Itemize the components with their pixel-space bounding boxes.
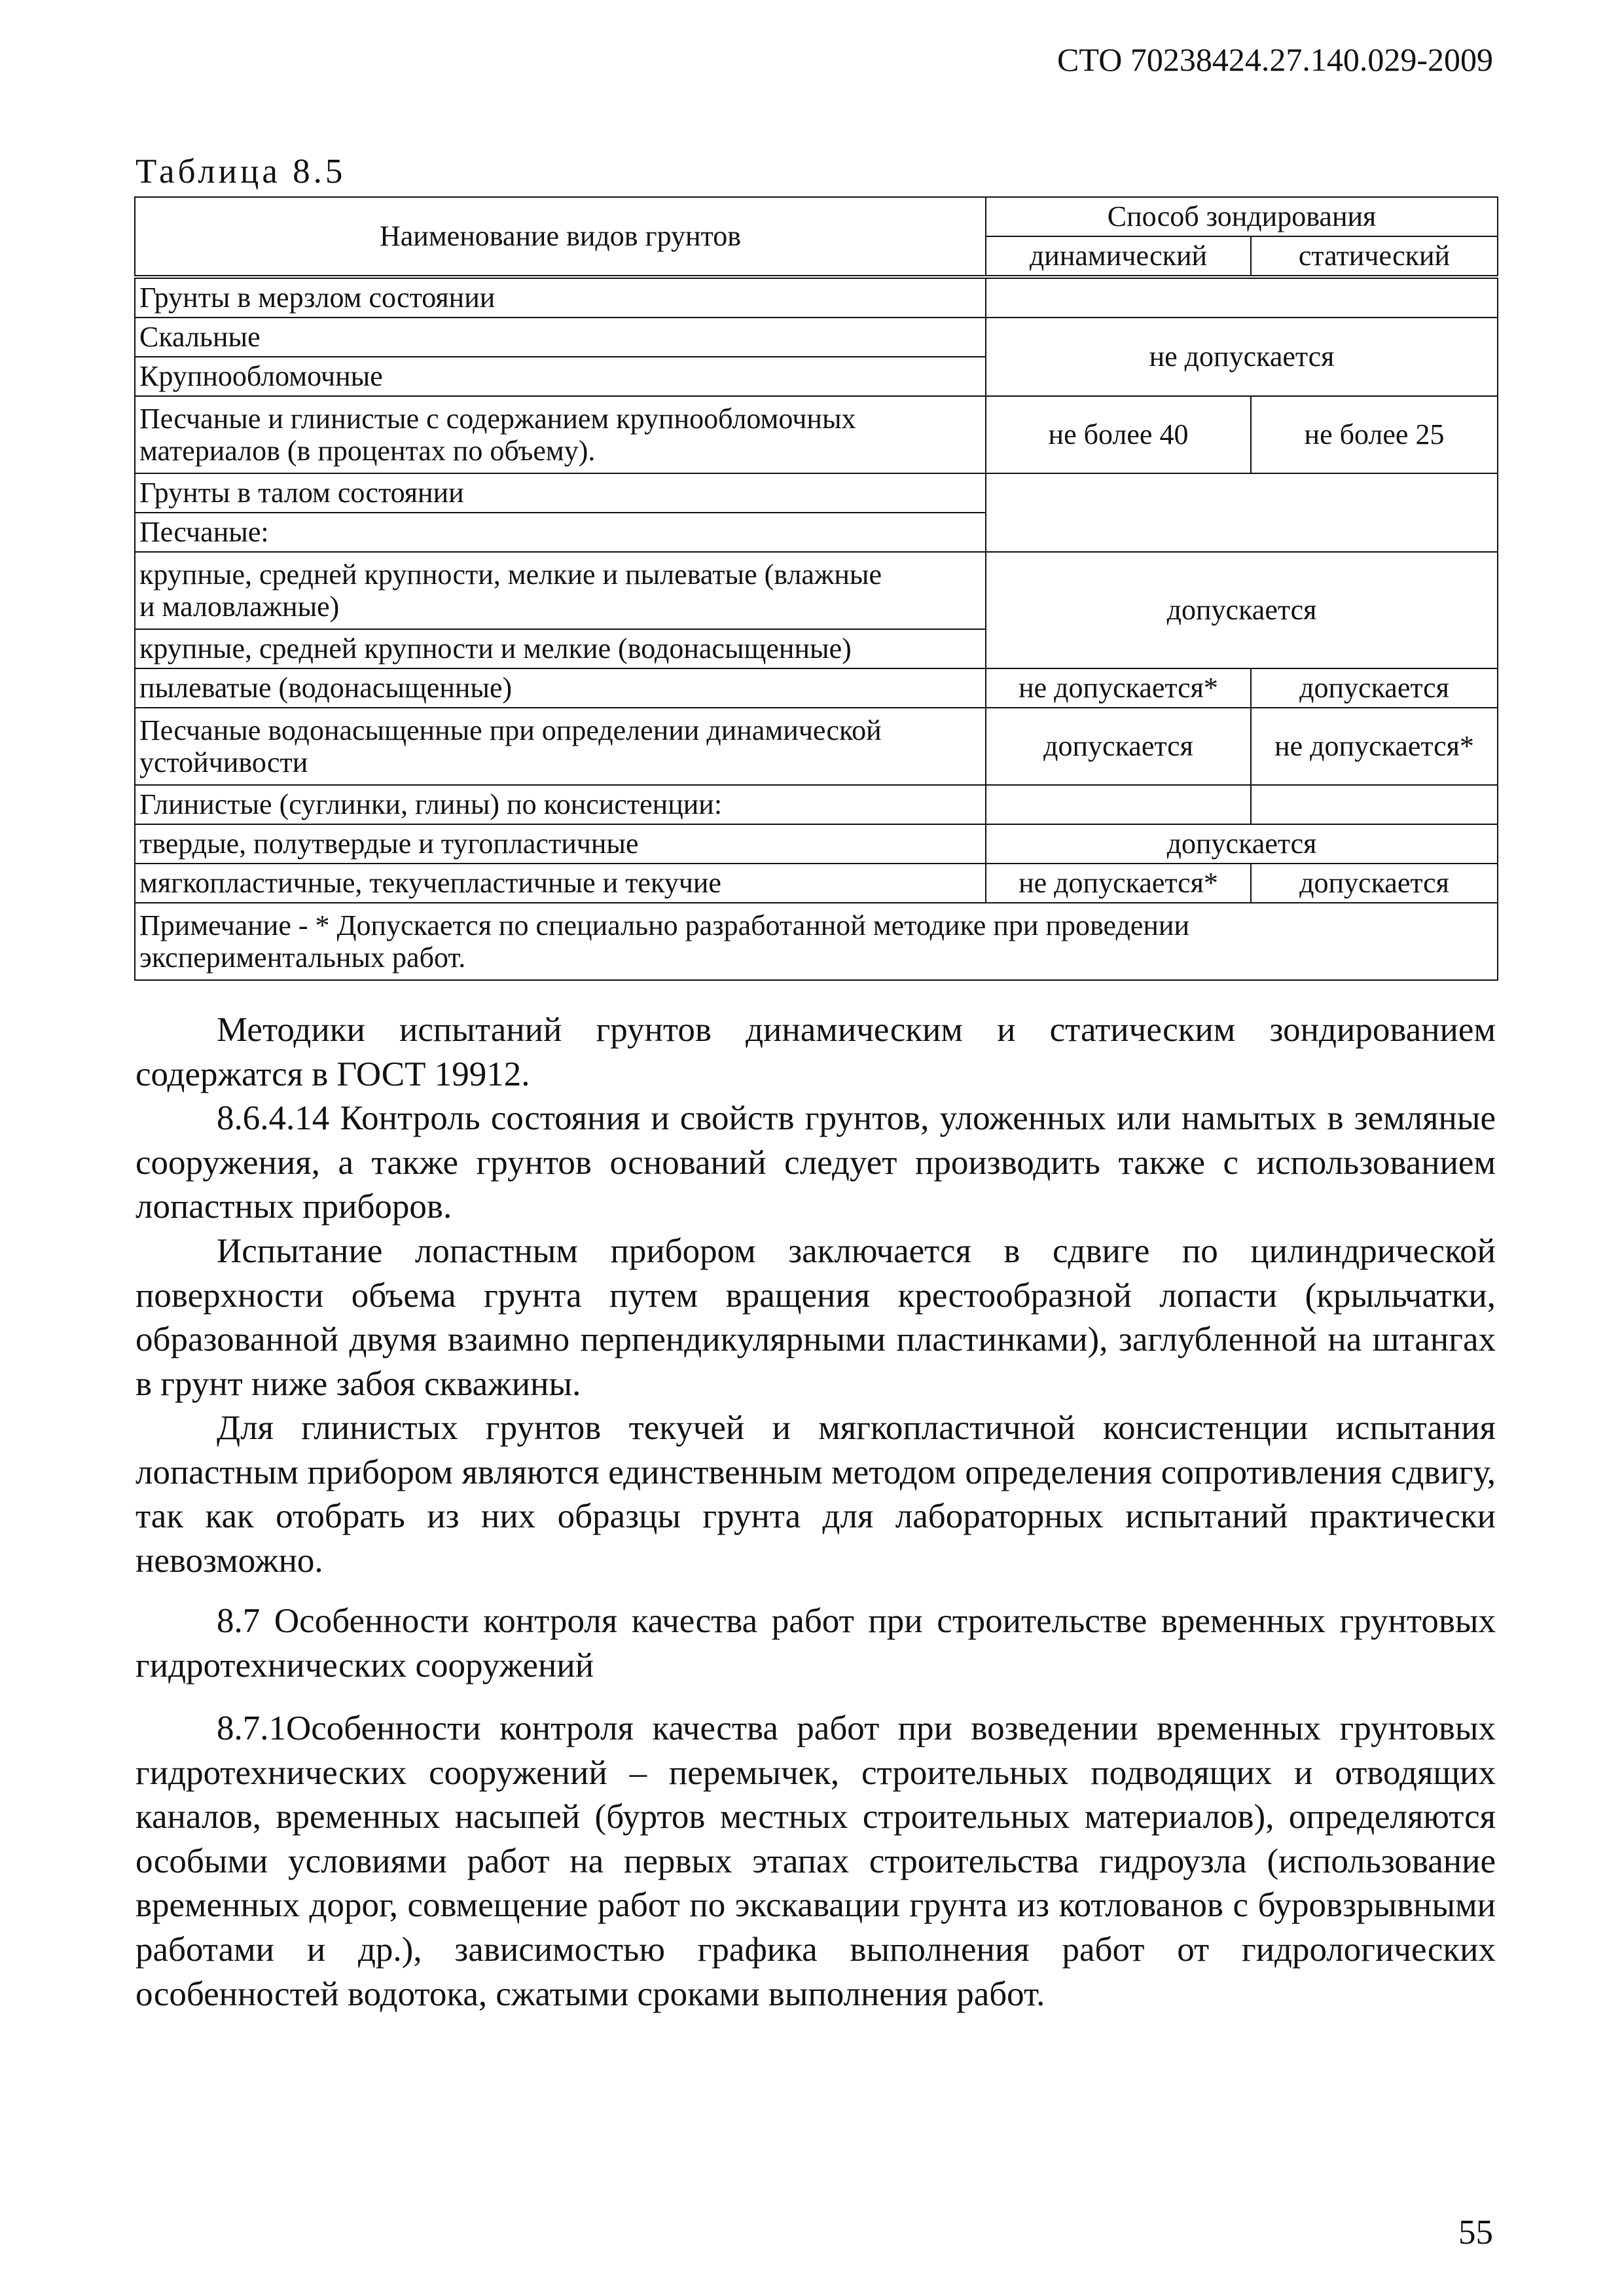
row-sandy-moist xyxy=(135,552,986,629)
header-soil-types: Наименование видов грунтов xyxy=(135,197,986,277)
paragraph-8-6-4-14 xyxy=(135,1097,1496,1230)
row-silty-saturated: пылеватые (водонасыщенные) xyxy=(135,668,986,708)
table-caption: Таблица 8.5 xyxy=(135,153,346,191)
paragraph-vane-test xyxy=(135,1230,1496,1406)
paragraph-probing-methods xyxy=(135,1008,1496,1097)
section-heading-8-7 xyxy=(135,1599,1496,1688)
cell-soft-dynamic: не допускается* xyxy=(986,864,1251,903)
table-note xyxy=(135,903,1498,980)
row-text-line: Песчаные водонасыщенные при определении динамической xyxy=(139,714,882,746)
paragraph-text: 8.6.4.14 Контроль состояния и свойств грунтов, уложенных или намытых в земляные сооружения, а также грунтов оснований следует производить также с использованием лопастных приборов. xyxy=(135,1099,1496,1226)
page-number: 55 xyxy=(1458,2214,1493,2251)
cell-empty xyxy=(1251,785,1498,824)
paragraph-clayey-soils xyxy=(135,1406,1496,1583)
header-probing-method: Способ зондирования xyxy=(986,197,1498,236)
cell-hard-allowed: допускается xyxy=(986,824,1498,864)
note-line: Примечание - * Допускается по специально разработанной методике при проведении xyxy=(139,909,1190,941)
cell-empty xyxy=(986,473,1498,552)
cell-stability-static: не допускается* xyxy=(1251,708,1498,785)
row-clayey: Глинистые (суглинки, глины) по консистенции: xyxy=(135,785,986,824)
cell-max-25: не более 25 xyxy=(1251,396,1498,473)
paragraph-text: Методики испытаний грунтов динамическим и статическим зондированием содержатся в ГОСТ 19912. xyxy=(135,1011,1496,1093)
row-frozen-soils: Грунты в мерзлом состоянии xyxy=(135,277,986,318)
row-text-line: Песчаные и глинистые с содержанием крупнообломочных xyxy=(139,402,856,435)
cell-soft-static: допускается xyxy=(1251,864,1498,903)
cell-silty-static: допускается xyxy=(1251,668,1498,708)
header-static: статический xyxy=(1251,236,1498,277)
cell-empty xyxy=(986,785,1251,824)
row-hard-clay: твердые, полутвердые и тугопластичные xyxy=(135,824,986,864)
row-text-line: материалов (в процентах по объему). xyxy=(139,435,596,467)
row-sandy-saturated: крупные, средней крупности и мелкие (водонасыщенные) xyxy=(135,629,986,668)
cell-allowed: допускается xyxy=(986,552,1498,668)
cell-max-40: не более 40 xyxy=(986,396,1251,473)
header-dynamic: динамический xyxy=(986,236,1251,277)
row-rocky: Скальные xyxy=(135,318,986,357)
paragraph-8-7-1 xyxy=(135,1707,1496,2016)
row-text-line: крупные, средней крупности, мелкие и пылеватые (влажные xyxy=(139,558,882,591)
cell-empty xyxy=(986,277,1498,318)
cell-not-allowed: не допускается xyxy=(986,318,1498,396)
row-sandy-clayey-coarse xyxy=(135,396,986,473)
row-text-line: и маловлажные) xyxy=(139,591,340,623)
row-sandy: Песчаные: xyxy=(135,513,986,552)
cell-stability-dynamic: допускается xyxy=(986,708,1251,785)
row-coarse: Крупнообломочные xyxy=(135,357,986,396)
document-code: СТО 70238424.27.140.029-2009 xyxy=(1057,41,1493,78)
paragraph-text: Испытание лопастным прибором заключается в сдвиге по цилиндрической поверхности объема грунта путем вращения крестообразной лопасти (крыльчатки, образованной двумя взаимно перпендикулярными пластинками), заглубленной на штангах в грунт ниже забоя скважины. xyxy=(135,1232,1496,1403)
row-thawed-soils: Грунты в талом состоянии xyxy=(135,473,986,513)
note-line: экспериментальных работ. xyxy=(139,941,466,974)
row-soft-clay: мягкопластичные, текучепластичные и текучие xyxy=(135,864,986,903)
cell-silty-dynamic: не допускается* xyxy=(986,668,1251,708)
row-dynamic-stability xyxy=(135,708,986,785)
row-text-line: устойчивости xyxy=(139,746,308,778)
paragraph-text: 8.7.1Особенности контроля качества работ при возведении временных грунтовых гидротехнических сооружений – перемычек, строительных подводящих и отводящих каналов, временных насыпей (буртов местных строительных материалов), определяются особыми условиями работ на первых этапах строительства гидроузла (использование временных дорог, совмещение работ по экскавации грунта из котлованов с буровзрывными работами и др.), зависимостью графика выполнения работ от гидрологических особенностей водотока, сжатыми сроками выполнения работ. xyxy=(135,1709,1496,2013)
paragraph-text: Для глинистых грунтов текучей и мягкопластичной консистенции испытания лопастным прибором являются единственным методом определения сопротивления сдвигу, так как отобрать из них образцы грунта для лабораторных испытаний практически невозможно. xyxy=(135,1409,1496,1580)
heading-text: 8.7 Особенности контроля качества работ при строительстве временных грунтовых гидротехнических сооружений xyxy=(135,1602,1496,1685)
soil-probing-table xyxy=(134,196,1498,981)
